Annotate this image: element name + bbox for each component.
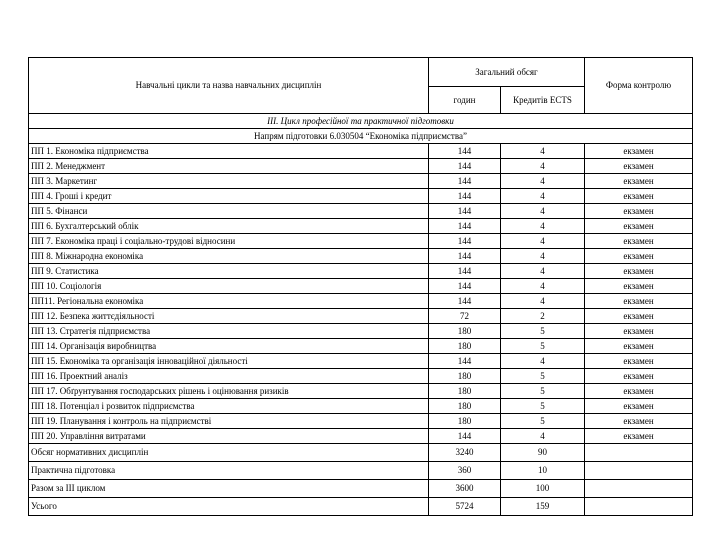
control-form: екзамен: [585, 219, 693, 234]
control-form: екзамен: [585, 174, 693, 189]
hours-value: 144: [429, 264, 501, 279]
hours-value: 144: [429, 294, 501, 309]
discipline-name: ПП 20. Управління витратами: [29, 429, 429, 444]
credits-value: 4: [501, 264, 585, 279]
credits-value: 5: [501, 399, 585, 414]
table-row: [29, 204, 693, 219]
header-credits-label: Кредитів ECTS: [513, 94, 572, 105]
control-form: екзамен: [585, 399, 693, 414]
discipline-name: Разом за ІІІ циклом: [29, 480, 429, 498]
control-form: [585, 480, 693, 498]
credits-value: 4: [501, 204, 585, 219]
header-volume-label: Загальний обсяг: [475, 66, 538, 77]
control-form: екзамен: [585, 369, 693, 384]
table-row: [29, 354, 693, 369]
section-title: ІІІ. Цикл професійної та практичної підготовки: [29, 114, 693, 129]
curriculum-table-container: [28, 57, 692, 516]
control-form: [585, 462, 693, 480]
table-row: [29, 189, 693, 204]
table-row: [29, 414, 693, 429]
discipline-name: ПП 14. Організація виробництва: [29, 339, 429, 354]
control-form: екзамен: [585, 264, 693, 279]
header-volume-cell: [429, 58, 585, 87]
discipline-name: ПП 13. Стратегія підприємства: [29, 324, 429, 339]
discipline-name: Обсяг нормативних дисциплін: [29, 444, 429, 462]
credits-value: 5: [501, 384, 585, 399]
hours-value: 180: [429, 414, 501, 429]
total-row: [29, 498, 693, 516]
control-form: екзамен: [585, 279, 693, 294]
control-form: екзамен: [585, 144, 693, 159]
section-subtitle-row: [29, 129, 693, 144]
header-name-cell: [29, 58, 429, 114]
discipline-name: ПП 16. Проектний аналіз: [29, 369, 429, 384]
table-row: [29, 219, 693, 234]
control-form: [585, 444, 693, 462]
discipline-name: ПП11. Регіональна економіка: [29, 294, 429, 309]
control-form: екзамен: [585, 339, 693, 354]
total-row: [29, 444, 693, 462]
control-form: екзамен: [585, 354, 693, 369]
discipline-name: ПП 9. Статистика: [29, 264, 429, 279]
table-row: [29, 264, 693, 279]
header-hours-label: годин: [453, 94, 476, 105]
credits-value: 5: [501, 324, 585, 339]
discipline-name: ПП 12. Безпека життєдіяльності: [29, 309, 429, 324]
credits-value: 90: [501, 444, 585, 462]
control-form: екзамен: [585, 414, 693, 429]
table-row: [29, 324, 693, 339]
total-row: [29, 462, 693, 480]
discipline-name: ПП 2. Менеджмент: [29, 159, 429, 174]
hours-value: 180: [429, 384, 501, 399]
credits-value: 10: [501, 462, 585, 480]
table-row: [29, 159, 693, 174]
hours-value: 144: [429, 159, 501, 174]
header-control-label: Форма контролю: [605, 80, 672, 90]
table-row: [29, 369, 693, 384]
credits-value: 4: [501, 234, 585, 249]
total-row: [29, 480, 693, 498]
hours-value: 180: [429, 369, 501, 384]
table-row: [29, 309, 693, 324]
header-row: [29, 58, 693, 87]
credits-value: 159: [501, 498, 585, 516]
credits-value: 4: [501, 294, 585, 309]
credits-value: 4: [501, 144, 585, 159]
control-form: екзамен: [585, 204, 693, 219]
section-subtitle: Напрям підготовки 6.030504 “Економіка підприємства”: [29, 129, 693, 144]
discipline-name: Практична підготовка: [29, 462, 429, 480]
hours-value: 144: [429, 429, 501, 444]
credits-value: 2: [501, 309, 585, 324]
discipline-name: ПП 18. Потенціал і розвиток підприємства: [29, 399, 429, 414]
discipline-name: ПП 5. Фінанси: [29, 204, 429, 219]
control-form: екзамен: [585, 234, 693, 249]
table-row: [29, 384, 693, 399]
hours-value: 180: [429, 339, 501, 354]
discipline-name: ПП 6. Бухгалтерський облік: [29, 219, 429, 234]
control-form: екзамен: [585, 324, 693, 339]
hours-value: 180: [429, 324, 501, 339]
hours-value: 360: [429, 462, 501, 480]
control-form: [585, 498, 693, 516]
credits-value: 4: [501, 219, 585, 234]
credits-value: 4: [501, 189, 585, 204]
discipline-name: ПП 10. Соціологія: [29, 279, 429, 294]
table-row: [29, 429, 693, 444]
table-row: [29, 174, 693, 189]
hours-value: 144: [429, 219, 501, 234]
header-control-cell: [585, 58, 693, 114]
hours-value: 144: [429, 144, 501, 159]
credits-value: 4: [501, 249, 585, 264]
table-row: [29, 144, 693, 159]
discipline-name: ПП 15. Економіка та організація інноваційної діяльності: [29, 354, 429, 369]
credits-value: 5: [501, 414, 585, 429]
table-row: [29, 399, 693, 414]
discipline-name: ПП 3. Маркетинг: [29, 174, 429, 189]
hours-value: 144: [429, 234, 501, 249]
discipline-name: Усього: [29, 498, 429, 516]
hours-value: 144: [429, 204, 501, 219]
table-row: [29, 249, 693, 264]
table-row: [29, 339, 693, 354]
discipline-name: ПП 1. Економіка підприємства: [29, 144, 429, 159]
credits-value: 4: [501, 429, 585, 444]
control-form: екзамен: [585, 249, 693, 264]
header-credits-cell: [501, 87, 585, 114]
hours-value: 144: [429, 189, 501, 204]
table-row: [29, 294, 693, 309]
hours-value: 72: [429, 309, 501, 324]
curriculum-table: [28, 57, 693, 516]
header-hours-cell: [429, 87, 501, 114]
hours-value: 144: [429, 249, 501, 264]
hours-value: 180: [429, 399, 501, 414]
control-form: екзамен: [585, 384, 693, 399]
discipline-name: ПП 4. Гроші і кредит: [29, 189, 429, 204]
credits-value: 4: [501, 279, 585, 294]
discipline-name: ПП 7. Економіка праці і соціально-трудові відносини: [29, 234, 429, 249]
table-row: [29, 279, 693, 294]
hours-value: 3600: [429, 480, 501, 498]
control-form: екзамен: [585, 294, 693, 309]
discipline-name: ПП 8. Міжнародна економіка: [29, 249, 429, 264]
credits-value: 100: [501, 480, 585, 498]
section-title-row: [29, 114, 693, 129]
control-form: екзамен: [585, 309, 693, 324]
table-body: [29, 58, 693, 516]
credits-value: 4: [501, 159, 585, 174]
credits-value: 5: [501, 369, 585, 384]
hours-value: 144: [429, 174, 501, 189]
control-form: екзамен: [585, 189, 693, 204]
hours-value: 5724: [429, 498, 501, 516]
discipline-name: ПП 17. Обґрунтування господарських рішень і оцінювання ризиків: [29, 384, 429, 399]
credits-value: 4: [501, 174, 585, 189]
hours-value: 3240: [429, 444, 501, 462]
control-form: екзамен: [585, 429, 693, 444]
discipline-name: ПП 19. Планування і контроль на підприємстві: [29, 414, 429, 429]
hours-value: 144: [429, 354, 501, 369]
table-row: [29, 234, 693, 249]
control-form: екзамен: [585, 159, 693, 174]
credits-value: 5: [501, 339, 585, 354]
header-name-label: Навчальні цикли та назва навчальних дисциплін: [135, 80, 322, 90]
credits-value: 4: [501, 354, 585, 369]
hours-value: 144: [429, 279, 501, 294]
